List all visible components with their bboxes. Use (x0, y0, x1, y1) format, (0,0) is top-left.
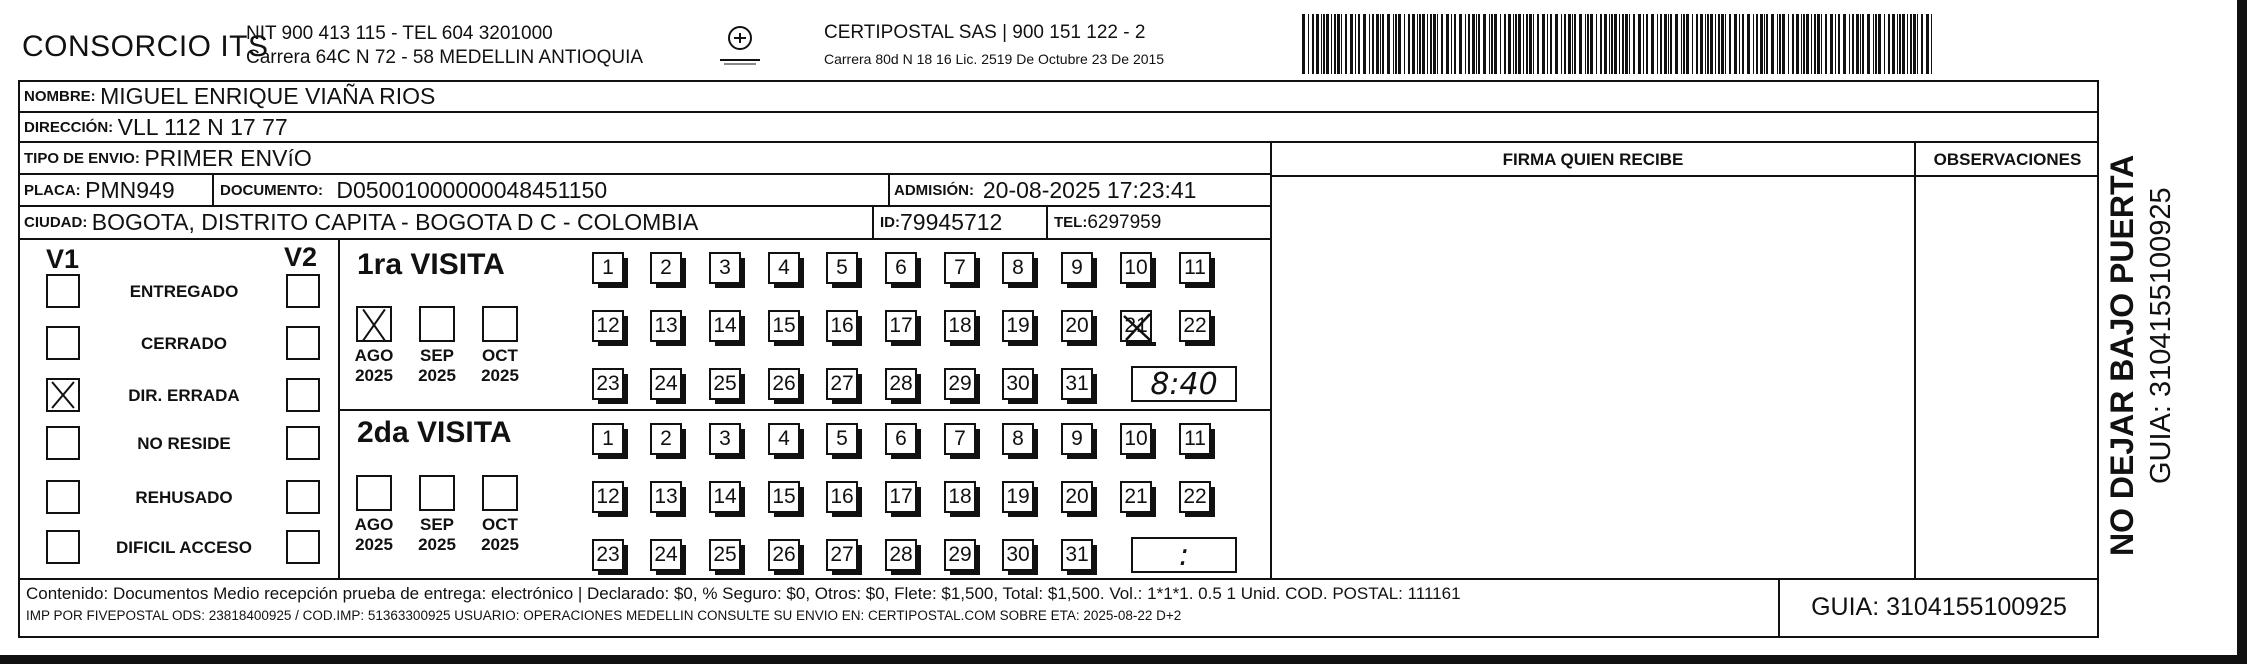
firma-area[interactable] (1272, 177, 1914, 577)
day-box[interactable] (1002, 252, 1034, 284)
v2-checkbox[interactable] (286, 326, 320, 360)
day-box[interactable] (944, 481, 976, 513)
day-number: 2 (660, 256, 672, 279)
day-number: 31 (1065, 543, 1089, 566)
day-number: 29 (948, 372, 972, 395)
day-box[interactable] (885, 310, 917, 342)
row-placa (18, 175, 1270, 207)
footer-imp: IMP POR FIVEPOSTAL ODS: 23818400925 / COD.IMP: 51363300925 USUARIO: OPERACIONES MEDELLIN CONSULTE SU ENVIO EN: CERTIPOSTAL.COM SOBRE ETA: 2025-08-22 D+2 (26, 608, 1182, 623)
day-box[interactable] (1061, 252, 1093, 284)
day-number: 13 (654, 314, 678, 337)
day-number: 6 (895, 427, 907, 450)
divider (212, 175, 214, 207)
day-box[interactable] (1061, 481, 1093, 513)
status-label: DIR. ERRADA (128, 386, 240, 405)
day-number: 29 (948, 543, 972, 566)
nombre-value: MIGUEL ENRIQUE VIAÑA RIOS (100, 83, 436, 109)
day-number: 7 (954, 427, 966, 450)
day-box[interactable] (592, 423, 624, 455)
day-number: 28 (889, 543, 913, 566)
day-box[interactable] (1179, 252, 1211, 284)
ciudad-label: CIUDAD: (24, 214, 88, 231)
month-checkbox[interactable] (482, 306, 518, 342)
hour-field[interactable]: : (1131, 537, 1237, 573)
day-box[interactable] (709, 423, 741, 455)
day-number: 23 (596, 543, 620, 566)
day-box[interactable] (1179, 310, 1211, 342)
month-year: 2025 (355, 535, 393, 554)
month-checkbox[interactable] (419, 306, 455, 342)
v2-header: V2 (284, 242, 318, 272)
day-box[interactable] (1120, 481, 1152, 513)
month-label (470, 515, 530, 555)
company-info (246, 22, 643, 70)
day-box[interactable] (944, 423, 976, 455)
day-number: 16 (830, 314, 854, 337)
day-box[interactable] (1061, 310, 1093, 342)
day-box[interactable] (650, 539, 682, 571)
day-box[interactable] (768, 481, 800, 513)
day-number: 8 (1012, 427, 1024, 450)
month-name: OCT (482, 346, 518, 365)
day-box[interactable] (826, 310, 858, 342)
day-box[interactable] (709, 539, 741, 571)
day-number: 15 (772, 314, 796, 337)
certipostal-logo-icon (712, 24, 768, 68)
day-number: 21 (1124, 485, 1148, 508)
placa-value: PMN949 (85, 176, 175, 203)
month-checkbox[interactable] (482, 475, 518, 511)
day-box[interactable] (1120, 252, 1152, 284)
status-label: NO RESIDE (137, 434, 231, 453)
day-box[interactable] (709, 310, 741, 342)
day-box[interactable] (1179, 481, 1211, 513)
day-number: 5 (836, 256, 848, 279)
v2-checkbox[interactable] (286, 480, 320, 514)
day-number: 9 (1071, 256, 1083, 279)
day-box[interactable] (1002, 423, 1034, 455)
day-box[interactable] (768, 310, 800, 342)
documento-label: DOCUMENTO: (220, 181, 324, 199)
day-box[interactable] (885, 368, 917, 400)
barcode-icon (1302, 14, 1938, 74)
scan-edge-right (2237, 0, 2247, 664)
day-box[interactable] (709, 252, 741, 284)
day-number: 1 (602, 427, 614, 450)
direccion-value: VLL 112 N 17 77 (117, 113, 288, 140)
day-number: 3 (719, 427, 731, 450)
day-number: 4 (778, 427, 790, 450)
month-label (407, 515, 467, 555)
admision-value: 20-08-2025 17:23:41 (982, 176, 1197, 203)
tel-label: TEL: (1054, 214, 1088, 231)
day-number: 31 (1065, 372, 1089, 395)
day-number: 10 (1124, 427, 1148, 450)
day-box[interactable] (592, 481, 624, 513)
day-box[interactable] (1002, 481, 1034, 513)
month-checkbox[interactable] (356, 306, 392, 342)
day-box[interactable] (826, 481, 858, 513)
day-box[interactable] (709, 368, 741, 400)
day-box[interactable] (768, 368, 800, 400)
status-label: CERRADO (141, 334, 227, 353)
day-box[interactable] (885, 481, 917, 513)
day-number: 5 (836, 427, 848, 450)
tipo-value: PRIMER ENVíO (144, 144, 312, 171)
placa-label: PLACA: (24, 181, 81, 199)
day-number: 24 (654, 543, 678, 566)
company-name: CONSORCIO ITS (22, 30, 269, 63)
day-number: 12 (596, 314, 620, 337)
row-tipo (18, 143, 1270, 175)
day-number: 27 (830, 543, 854, 566)
day-number: 1 (602, 256, 614, 279)
firma-header: FIRMA QUIEN RECIBE (1502, 150, 1684, 169)
visit1-title: 1ra VISITA (357, 248, 505, 281)
day-number: 18 (948, 485, 972, 508)
month-year: 2025 (481, 535, 519, 554)
day-box[interactable] (885, 539, 917, 571)
status-label: REHUSADO (135, 488, 233, 507)
day-number: 14 (713, 485, 737, 508)
day-number: 26 (772, 543, 796, 566)
month-name: OCT (482, 515, 518, 534)
day-number: 16 (830, 485, 854, 508)
day-box[interactable] (650, 481, 682, 513)
footer-contenido: Contenido: Documentos Medio recepción prueba de entrega: electrónico | Declarado: $0, % Seguro: $0, Otros: $0, Flete: $1,500, Total: $1,500. Vol.: 1*1*1. 0.5 1 Unid. COD. POSTAL: 111161 (26, 584, 1461, 603)
month-year: 2025 (418, 535, 456, 554)
month-year: 2025 (481, 366, 519, 385)
day-number: 26 (772, 372, 796, 395)
day-box[interactable] (1179, 423, 1211, 455)
day-box[interactable] (1120, 310, 1152, 342)
day-number: 17 (889, 314, 913, 337)
day-box[interactable] (1061, 539, 1093, 571)
header (0, 0, 2100, 82)
day-number: 13 (654, 485, 678, 508)
day-number: 23 (596, 372, 620, 395)
day-number: 21 (1124, 314, 1148, 337)
month-checkbox[interactable] (356, 475, 392, 511)
day-box[interactable] (1002, 368, 1034, 400)
day-number: 19 (1006, 485, 1030, 508)
day-number: 11 (1184, 256, 1206, 279)
day-number: 20 (1065, 314, 1089, 337)
scan-edge-bottom (0, 655, 2247, 664)
month-checkbox[interactable] (419, 475, 455, 511)
month-label (344, 346, 404, 386)
day-number: 6 (895, 256, 907, 279)
admision-label: ADMISIÓN: (894, 181, 974, 199)
month-year: 2025 (355, 366, 393, 385)
day-number: 25 (713, 372, 737, 395)
day-number: 9 (1071, 427, 1083, 450)
day-number: 14 (713, 314, 737, 337)
tipo-label: TIPO DE ENVIO: (24, 149, 140, 167)
v1-header: V1 (46, 244, 80, 274)
month-name: SEP (419, 515, 455, 534)
month-name: AGO (354, 346, 394, 365)
id-label: ID: (880, 214, 900, 231)
row-nombre (18, 82, 2099, 113)
day-box[interactable] (885, 252, 917, 284)
day-box[interactable] (826, 423, 858, 455)
day-box[interactable] (592, 310, 624, 342)
nombre-label: NOMBRE: (24, 88, 96, 105)
divider (872, 207, 874, 240)
day-box[interactable] (709, 481, 741, 513)
hour-field[interactable]: 8:40 (1131, 366, 1237, 402)
day-number: 11 (1184, 427, 1206, 450)
day-box[interactable] (885, 423, 917, 455)
month-label (344, 515, 404, 555)
month-year: 2025 (418, 366, 456, 385)
tel-value: 6297959 (1087, 211, 1162, 233)
day-box[interactable] (1002, 539, 1034, 571)
day-number: 22 (1183, 485, 1207, 508)
day-box[interactable] (768, 539, 800, 571)
day-box[interactable] (826, 252, 858, 284)
day-number: 24 (654, 372, 678, 395)
observaciones-header: OBSERVACIONES (1933, 150, 2082, 169)
day-box[interactable] (944, 368, 976, 400)
id-value: 79945712 (900, 209, 1003, 235)
day-box[interactable] (650, 310, 682, 342)
v2-checkbox[interactable] (286, 378, 320, 412)
day-number: 4 (778, 256, 790, 279)
ciudad-value: BOGOTA, DISTRITO CAPITA - BOGOTA D C - COLOMBIA (91, 209, 699, 235)
day-number: 12 (596, 485, 620, 508)
nit-line: NIT 900 413 115 - TEL 604 3201000 (246, 23, 553, 44)
day-box[interactable] (1002, 310, 1034, 342)
day-box[interactable] (592, 368, 624, 400)
day-box[interactable] (650, 252, 682, 284)
day-number: 30 (1006, 372, 1030, 395)
direccion-label: DIRECCIÓN: (24, 118, 114, 136)
day-number: 30 (1006, 543, 1030, 566)
day-number: 20 (1065, 485, 1089, 508)
certipostal-info (824, 20, 1164, 72)
day-box[interactable] (1120, 423, 1152, 455)
certipostal-line: CERTIPOSTAL SAS | 900 151 122 - 2 (824, 22, 1146, 43)
day-number: 28 (889, 372, 913, 395)
day-box[interactable] (650, 368, 682, 400)
day-box[interactable] (1061, 368, 1093, 400)
month-name: SEP (419, 346, 455, 365)
day-box[interactable] (768, 252, 800, 284)
day-number: 3 (719, 256, 731, 279)
day-number: 22 (1183, 314, 1207, 337)
v2-checkbox[interactable] (286, 426, 320, 460)
month-label (407, 346, 467, 386)
month-label (470, 346, 530, 386)
day-box[interactable] (826, 539, 858, 571)
day-number: 25 (713, 543, 737, 566)
day-box[interactable] (592, 252, 624, 284)
footer-guia: GUIA: 3104155100925 (1778, 578, 2098, 636)
day-number: 18 (948, 314, 972, 337)
day-number: 2 (660, 427, 672, 450)
day-number: 27 (830, 372, 854, 395)
day-number: 8 (1012, 256, 1024, 279)
day-box[interactable] (768, 423, 800, 455)
day-number: 7 (954, 256, 966, 279)
row-direccion (18, 113, 2099, 143)
day-number: 17 (889, 485, 913, 508)
day-box[interactable] (944, 252, 976, 284)
day-box[interactable] (650, 423, 682, 455)
v2-checkbox[interactable] (286, 530, 320, 564)
status-label: ENTREGADO (129, 282, 239, 301)
handwritten-x-icon (1120, 310, 1154, 344)
month-name: AGO (354, 515, 394, 534)
day-box[interactable] (1061, 423, 1093, 455)
side-guia: GUIA: 3104155100925 (2145, 187, 2177, 484)
visit-divider (338, 409, 1270, 411)
side-warning: NO DEJAR BAJO PUERTA (2104, 154, 2140, 556)
day-box[interactable] (592, 539, 624, 571)
observaciones-area[interactable] (1916, 177, 2099, 577)
divider (888, 175, 890, 207)
day-box[interactable] (944, 310, 976, 342)
day-number: 10 (1124, 256, 1148, 279)
certipostal-address: Carrera 80d N 18 16 Lic. 2519 De Octubre 23 De 2015 (824, 51, 1165, 67)
v2-checkbox[interactable] (286, 274, 320, 308)
visit2-title: 2da VISITA (357, 416, 512, 449)
status-label: DIFICIL ACCESO (115, 538, 252, 557)
address-line: Carrera 64C N 72 - 58 MEDELLIN ANTIOQUIA (246, 47, 644, 68)
day-box[interactable] (826, 368, 858, 400)
documento-value: D05001000000048451150 (336, 176, 608, 203)
day-number: 19 (1006, 314, 1030, 337)
day-box[interactable] (944, 539, 976, 571)
divider (1046, 207, 1048, 240)
row-ciudad (18, 207, 1270, 240)
day-number: 15 (772, 485, 796, 508)
